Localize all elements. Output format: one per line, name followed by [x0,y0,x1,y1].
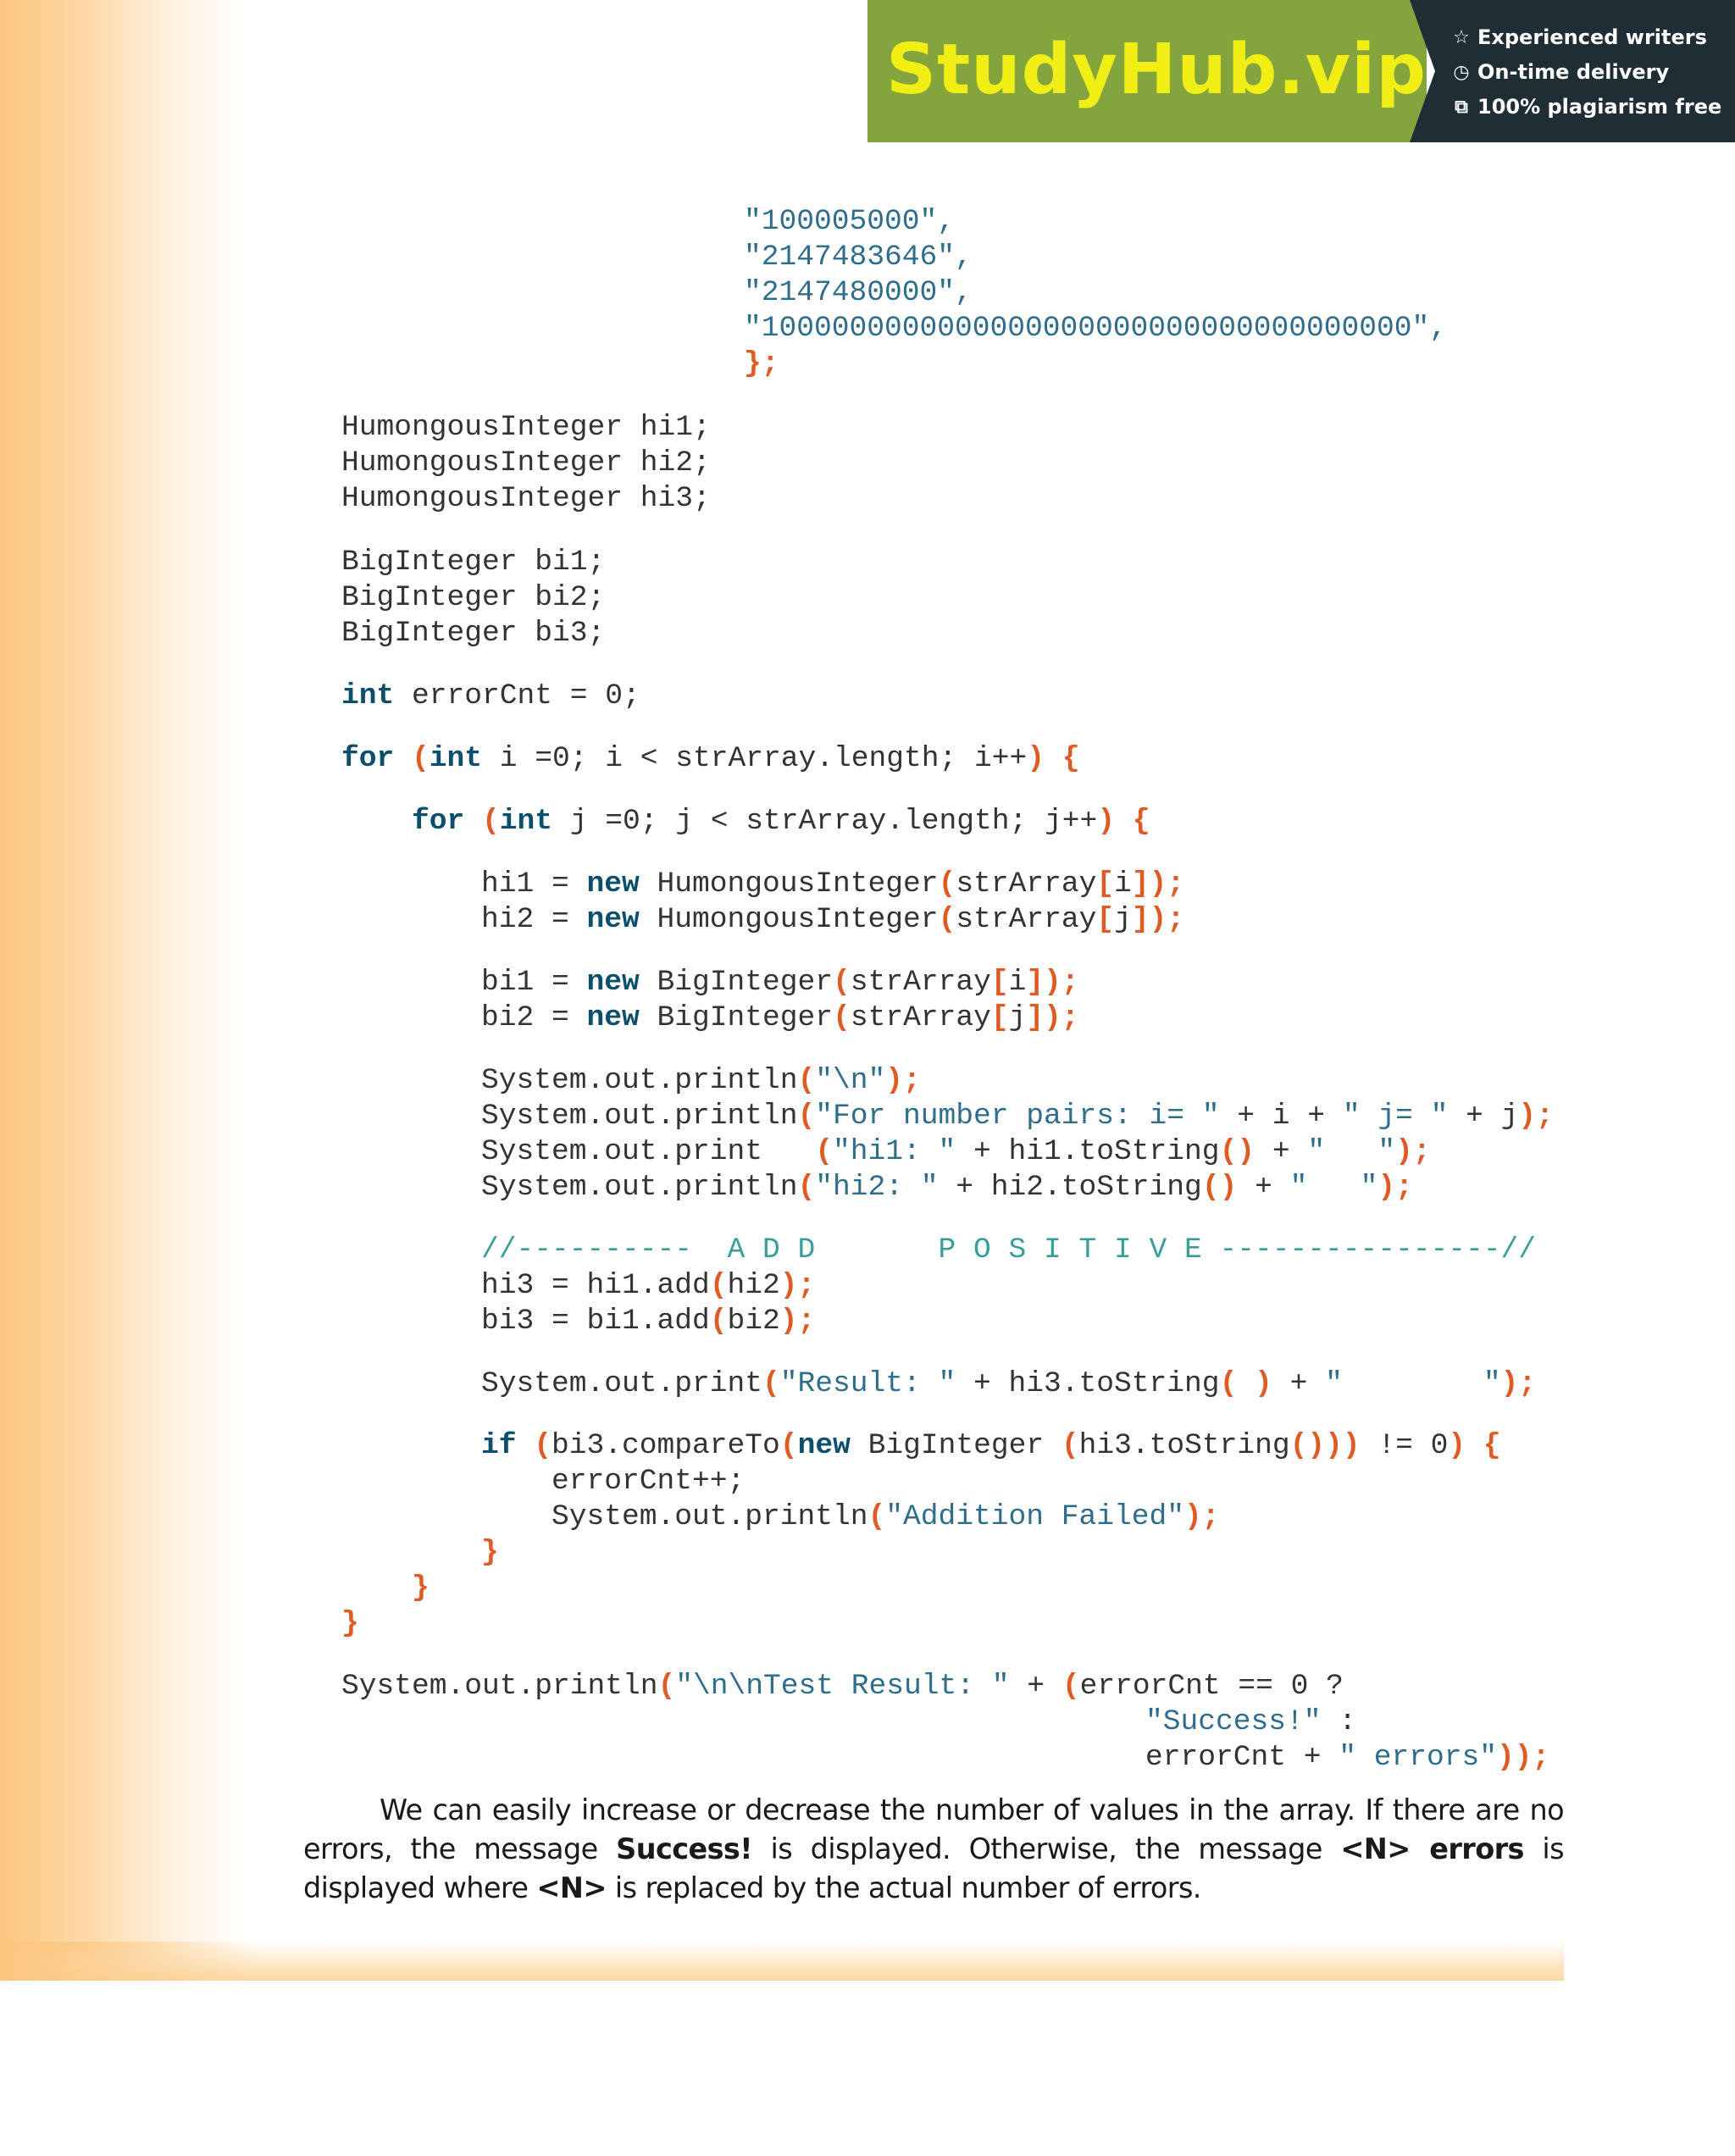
code-line: hi2 = new HumongousInteger(strArray[j]); [481,903,1185,936]
code-line: bi3 = bi1.add(bi2); [481,1305,816,1338]
code-line: "2147483646", [744,241,973,274]
code-comment: //---------- A D D P O S I T I V E ----------------// [481,1233,1537,1266]
code-line: BigInteger bi2; [341,581,606,614]
feature-label: 100% plagiarism free [1477,95,1722,119]
code-line: HumongousInteger hi3; [341,482,711,515]
code-line: BigInteger bi3; [341,617,606,650]
code-line: BigInteger bi1; [341,546,606,579]
code-line: HumongousInteger hi2; [341,446,711,479]
feature-on-time-delivery [1450,55,1669,89]
code-line: System.out.println("Addition Failed"); [552,1500,1220,1533]
paragraph-text: We can easily increase or decrease the number of values in the array. If there are no errors, the message Success! is displayed. Otherwise, the message <N> errors is displayed where <N> is replaced by the actual number of errors. [303,1793,1564,1904]
code-closing-brace: } [481,1536,499,1569]
star-outline-icon: ☆ [1453,26,1470,48]
code-line: "2147480000", [744,276,973,309]
code-line: System.out.println("\n\nTest Result: " + (errorCnt == 0 ? [341,1670,1344,1703]
code-line: errorCnt + " errors")); [1145,1741,1550,1774]
code-line: hi1 = new HumongousInteger(strArray[i]); [481,867,1185,901]
bottom-left-gradient [0,1942,254,1981]
code-line: hi3 = hi1.add(hi2); [481,1269,816,1302]
code-line: errorCnt++; [552,1465,746,1498]
banner-title[interactable]: StudyHub.vip [886,30,1427,110]
code-line: "Success!" : [1145,1705,1357,1738]
feature-experienced-writers [1450,20,1707,54]
code-closing-brace: } [341,1607,359,1640]
clock-icon: ◷ [1453,61,1470,83]
code-line: "1000000000000000000000000000000000000", [744,312,1448,345]
code-line: bi1 = new BigInteger(strArray[i]); [481,966,1079,999]
studyhub-banner[interactable] [868,0,1735,142]
code-line: System.out.println("hi2: " + hi2.toString() + " "); [481,1171,1413,1204]
explanation-paragraph [303,1791,1564,1908]
feature-label: On-time delivery [1477,60,1670,84]
code-line: System.out.println("For number pairs: i= " + i + " j= " + j); [481,1100,1554,1133]
code-line: System.out.println("\n"); [481,1064,921,1097]
code-line: int errorCnt = 0; [341,679,640,712]
code-line: System.out.print("Result: " + hi3.toString( ) + " "); [481,1367,1537,1400]
document-copy-icon: ⧉ [1455,96,1468,118]
code-line: "100005000", [744,205,956,238]
code-line: bi2 = new BigInteger(strArray[j]); [481,1001,1079,1034]
code-line: System.out.print ("hi1: " + hi1.toString() + " "); [481,1135,1431,1168]
left-decorative-gradient [0,0,246,1981]
code-closing-brace: } [412,1571,430,1605]
code-line: if (bi3.compareTo(new BigInteger (hi3.toString())) != 0) { [481,1429,1501,1462]
code-line: for (int j =0; j < strArray.length; j++) { [412,805,1150,838]
feature-label: Experienced writers [1477,25,1707,49]
code-line: }; [744,347,779,380]
code-line: HumongousInteger hi1; [341,411,711,444]
code-line: for (int i =0; i < strArray.length; i++) { [341,742,1080,775]
feature-plagiarism-free [1450,90,1721,124]
